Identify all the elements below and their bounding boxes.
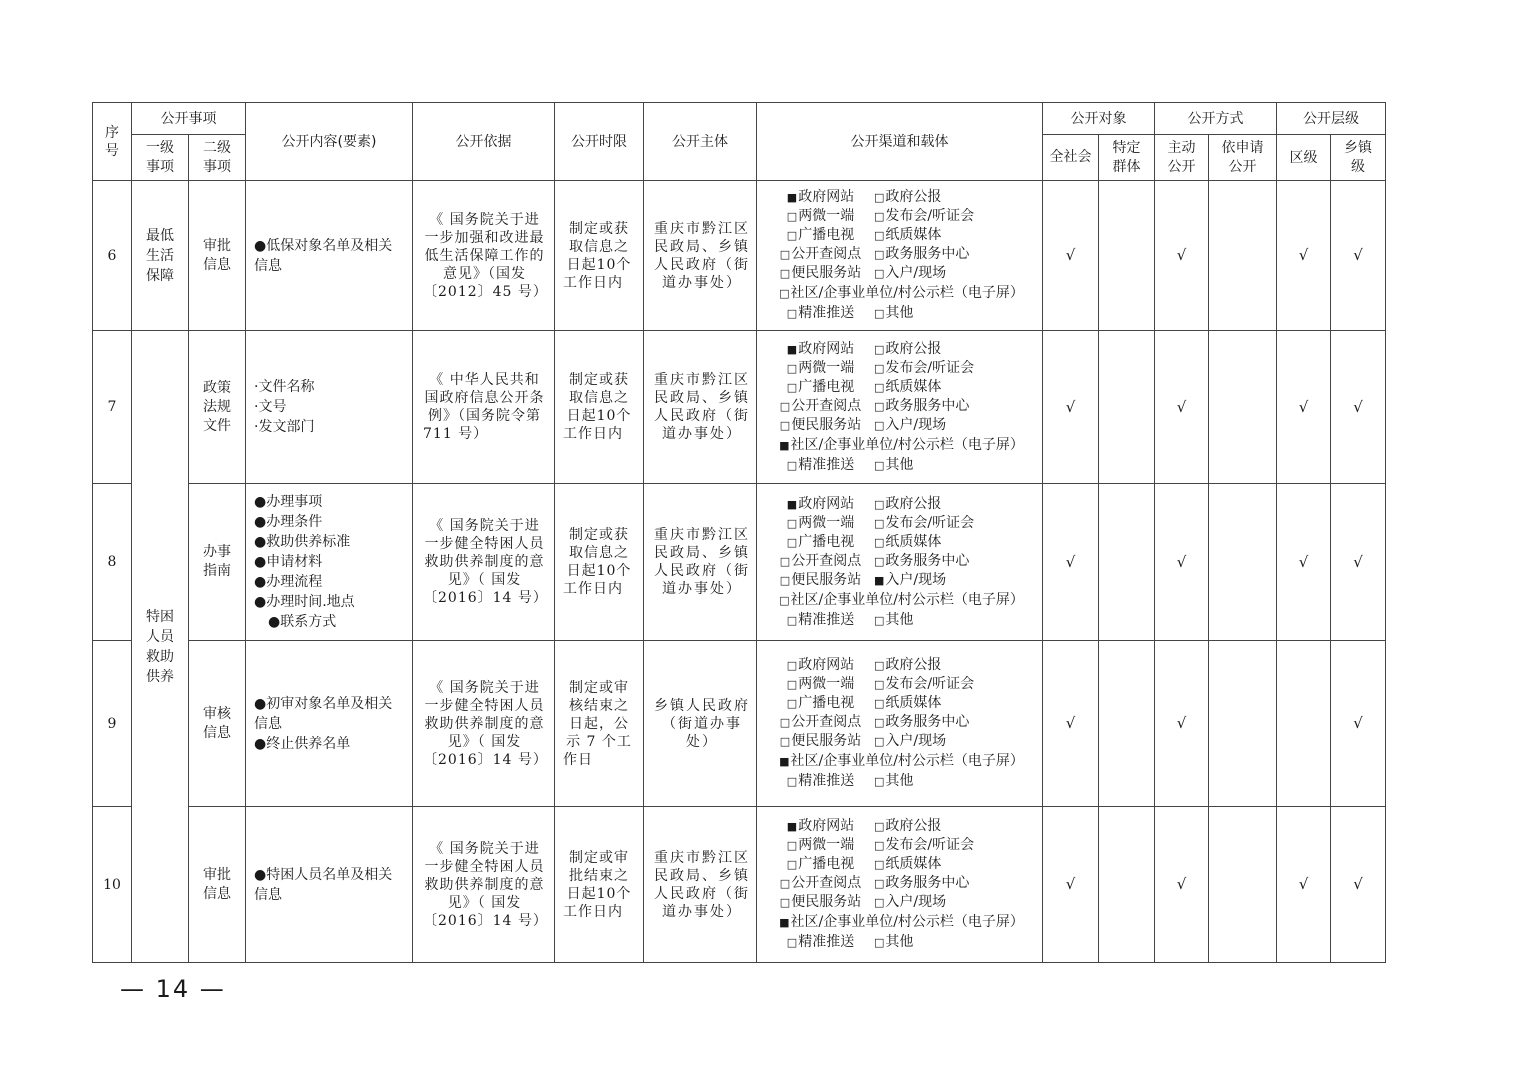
row-level-district: √: [1277, 331, 1331, 484]
channel-checkbox: □: [779, 399, 791, 413]
channel-checkbox: □: [874, 458, 885, 472]
header-subject: 公开主体: [644, 103, 757, 181]
channel-row: [767, 751, 1036, 772]
channel-checkbox: □: [874, 248, 885, 261]
channel-label: 政府网站: [798, 818, 855, 834]
channel-row: [767, 836, 1036, 855]
channel-row: [767, 397, 1036, 416]
channel-checkbox: □: [874, 342, 885, 356]
channel-checkbox: □: [779, 896, 791, 909]
table-row: [93, 641, 1386, 807]
channel-label: 发布会/听证会: [885, 837, 975, 853]
channel-label: 纸质媒体: [885, 695, 942, 711]
channel-checkbox: □: [874, 716, 885, 729]
channel-row: [767, 340, 1036, 359]
channel-checkbox: ■: [874, 573, 885, 587]
channel-label: 公开查阅点: [791, 397, 862, 414]
row-time-limit: 制定或审核结束之日起，公示 7 个工作日: [555, 641, 644, 807]
channel-label: 便民服务站: [791, 733, 862, 749]
row-level2: 办事指南: [189, 484, 246, 641]
channel-checkbox: □: [779, 877, 791, 890]
channel-checkbox: □: [874, 775, 885, 788]
channel-checkbox: □: [786, 458, 798, 472]
channel-row: [767, 264, 1036, 283]
channel-label: 便民服务站: [791, 416, 862, 433]
content-item: ·发文部门: [254, 419, 315, 435]
channel-checkbox: □: [874, 229, 885, 242]
channel-checkbox: □: [779, 248, 791, 261]
row-channels: [757, 484, 1043, 641]
channel-row: [767, 245, 1036, 264]
channel-label: 发布会/听证会: [885, 514, 975, 531]
channel-checkbox: □: [786, 229, 798, 242]
channel-checkbox: □: [779, 418, 791, 432]
channel-label: 纸质媒体: [885, 378, 942, 395]
channel-label: 其他: [885, 611, 914, 628]
channel-checkbox: □: [874, 936, 885, 949]
channel-label: 精准推送: [798, 773, 855, 789]
channel-checkbox: □: [786, 858, 798, 871]
channel-checkbox: □: [786, 839, 798, 852]
channel-label: 发布会/听证会: [885, 359, 975, 376]
channel-label: 政务服务中心: [885, 397, 970, 414]
channel-checkbox: □: [786, 535, 798, 549]
channel-checkbox: □: [874, 820, 885, 833]
channel-label: 广播电视: [798, 856, 855, 872]
content-item: ●办理时间.地点: [254, 594, 355, 610]
channel-label: 精准推送: [798, 934, 855, 950]
row-subject: 乡镇人民政府（街道办事处）: [644, 641, 757, 807]
channel-label: 社区/企事业单位/村公示栏（电子屏）: [790, 436, 1024, 453]
row-level2: 政策法规文件: [189, 331, 246, 484]
channel-checkbox: □: [874, 678, 885, 691]
row-content: [246, 181, 413, 331]
channel-label: 社区/企事业单位/村公示栏（电子屏）: [790, 591, 1024, 608]
channel-label: 两微一端: [798, 359, 855, 376]
channel-checkbox: □: [779, 573, 791, 587]
channel-label: 精准推送: [798, 305, 855, 321]
row-channels: [757, 641, 1043, 807]
channel-checkbox: □: [874, 735, 885, 748]
row-level1: 最低生活保障: [132, 181, 189, 331]
channel-checkbox: □: [874, 659, 885, 672]
row-content: [246, 484, 413, 641]
channel-checkbox: □: [874, 896, 885, 909]
channel-label: 便民服务站: [791, 265, 862, 281]
header-audience-specific: 特定群体: [1099, 135, 1155, 181]
channel-label: 两微一端: [798, 676, 855, 692]
channel-label: 其他: [885, 305, 914, 321]
channel-row: [767, 304, 1036, 323]
header-seq: 序号: [93, 103, 132, 181]
channel-checkbox: □: [786, 678, 798, 691]
row-seq: 6: [93, 181, 132, 331]
channel-checkbox: ■: [779, 755, 790, 768]
row-subject: 重庆市黔江区民政局、乡镇人民政府（街道办事处）: [644, 484, 757, 641]
channel-label: 发布会/听证会: [885, 208, 975, 224]
channel-label: 精准推送: [798, 456, 855, 473]
channel-label: 政府网站: [798, 340, 855, 357]
channel-checkbox: □: [786, 516, 798, 530]
channel-label: 政府网站: [798, 189, 855, 205]
table-row: [93, 484, 1386, 641]
row-audience-specific: [1099, 807, 1155, 963]
channel-checkbox: □: [786, 307, 798, 320]
channel-row: [767, 514, 1036, 533]
channel-row: [767, 772, 1036, 791]
content-item: ·文件名称: [254, 379, 315, 395]
row-content: [246, 807, 413, 963]
row-basis: 《 国务院关于进一步健全特困人员救助供养制度的意见》（ 国发〔2016〕14 号）: [413, 484, 555, 641]
row-level2: 审核信息: [189, 641, 246, 807]
channel-checkbox: □: [786, 775, 798, 788]
header-level-group: 公开层级: [1277, 103, 1386, 135]
content-item: ●申请材料: [254, 554, 323, 570]
row-basis: 《 国务院关于进一步健全特困人员救助供养制度的意见》（ 国发〔2016〕14 号）: [413, 641, 555, 807]
row-level-township: √: [1331, 331, 1386, 484]
channel-row: [767, 359, 1036, 378]
row-audience-all: √: [1043, 641, 1099, 807]
row-level2: 审批信息: [189, 807, 246, 963]
channel-label: 入户/现场: [885, 265, 947, 281]
channel-checkbox: ■: [786, 342, 798, 356]
table-row: [93, 807, 1386, 963]
channel-label: 政府公报: [885, 340, 942, 357]
channel-row: [767, 226, 1036, 245]
channel-row: [767, 435, 1036, 456]
row-level2: 审批信息: [189, 181, 246, 331]
header-level1: 一级事项: [132, 135, 189, 181]
channel-checkbox: □: [779, 267, 791, 280]
channel-label: 两微一端: [798, 208, 855, 224]
row-level-township: √: [1331, 181, 1386, 331]
header-level-township: 乡镇级: [1331, 135, 1386, 181]
channel-row: [767, 188, 1036, 207]
channel-label: 政务服务中心: [885, 246, 970, 262]
channel-checkbox: □: [874, 361, 885, 375]
channel-label: 两微一端: [798, 514, 855, 531]
channel-label: 入户/现场: [885, 416, 947, 433]
content-item: ●初审对象名单及相关信息: [254, 695, 393, 732]
row-audience-specific: [1099, 641, 1155, 807]
channel-row: [767, 611, 1036, 630]
channel-row: [767, 552, 1036, 571]
channel-checkbox: □: [779, 735, 791, 748]
content-item: ●救助供养标准: [254, 534, 351, 550]
channel-checkbox: □: [786, 380, 798, 394]
channel-label: 其他: [885, 456, 914, 473]
channel-label: 纸质媒体: [885, 227, 942, 243]
row-time-limit: 制定或获取信息之日起10个工作日内: [555, 484, 644, 641]
channel-row: [767, 533, 1036, 552]
channel-row: [767, 456, 1036, 475]
header-method-request: 依申请公开: [1209, 135, 1277, 181]
channel-label: 入户/现场: [885, 733, 947, 749]
channel-checkbox: □: [779, 554, 791, 568]
row-basis: 《 中华人民共和国政府信息公开条例》（国务院令第 711 号）: [413, 331, 555, 484]
row-level-township: √: [1331, 807, 1386, 963]
channel-checkbox: □: [874, 380, 885, 394]
row-audience-all: √: [1043, 331, 1099, 484]
row-content: [246, 641, 413, 807]
channel-checkbox: ■: [779, 438, 790, 452]
header-item-group: 公开事项: [132, 103, 246, 135]
channel-checkbox: □: [874, 307, 885, 320]
channel-label: 政府公报: [885, 818, 942, 834]
channel-checkbox: □: [786, 210, 798, 223]
row-seq: 8: [93, 484, 132, 641]
channel-checkbox: □: [874, 191, 885, 204]
row-audience-all: √: [1043, 181, 1099, 331]
header-basis: 公开依据: [413, 103, 555, 181]
row-content: [246, 331, 413, 484]
row-method-request: [1209, 641, 1277, 807]
row-method-active: √: [1155, 807, 1209, 963]
channel-label: 政府网站: [798, 657, 855, 673]
row-method-active: √: [1155, 484, 1209, 641]
channel-checkbox: □: [874, 418, 885, 432]
content-item: ●联系方式: [254, 614, 337, 630]
header-method-active: 主动公开: [1155, 135, 1209, 181]
channel-label: 公开查阅点: [791, 246, 862, 262]
channel-label: 政府公报: [885, 495, 942, 512]
row-level-district: √: [1277, 807, 1331, 963]
channel-label: 社区/企事业单位/村公示栏（电子屏）: [790, 914, 1024, 930]
channel-row: [767, 817, 1036, 836]
row-audience-all: √: [1043, 484, 1099, 641]
content-item: ●特困人员名单及相关信息: [254, 866, 393, 903]
header-audience-group: 公开对象: [1043, 103, 1155, 135]
channel-checkbox: □: [874, 858, 885, 871]
row-subject: 重庆市黔江区民政局、乡镇人民政府（街道办事处）: [644, 807, 757, 963]
table-row: [93, 181, 1386, 331]
row-seq: 7: [93, 331, 132, 484]
row-time-limit: 制定或获取信息之日起10个工作日内: [555, 331, 644, 484]
channel-row: [767, 912, 1036, 933]
channel-label: 其他: [885, 773, 914, 789]
row-method-active: √: [1155, 641, 1209, 807]
row-time-limit: 制定或审批结束之日起10个工作日内: [555, 807, 644, 963]
channel-label: 两微一端: [798, 837, 855, 853]
header-level-district: 区级: [1277, 135, 1331, 181]
table-row: [93, 331, 1386, 484]
row-audience-specific: [1099, 181, 1155, 331]
channel-label: 其他: [885, 934, 914, 950]
channel-checkbox: □: [786, 936, 798, 949]
channel-row: [767, 933, 1036, 952]
row-level-township: √: [1331, 641, 1386, 807]
channel-row: [767, 378, 1036, 397]
channel-label: 广播电视: [798, 227, 855, 243]
row-audience-specific: [1099, 484, 1155, 641]
channel-row: [767, 495, 1036, 514]
channel-row: [767, 874, 1036, 893]
header-method-group: 公开方式: [1155, 103, 1277, 135]
row-level1-group: 特困人员救助供养: [132, 331, 189, 963]
channel-label: 公开查阅点: [791, 875, 862, 891]
channel-label: 政务服务中心: [885, 714, 970, 730]
channel-checkbox: □: [874, 210, 885, 223]
row-channels: [757, 807, 1043, 963]
channel-checkbox: ■: [779, 916, 790, 929]
channel-checkbox: □: [874, 267, 885, 280]
channel-checkbox: ■: [786, 820, 798, 833]
header-audience-all: 全社会: [1043, 135, 1099, 181]
channel-row: [767, 590, 1036, 611]
channel-row: [767, 855, 1036, 874]
channel-checkbox: □: [786, 613, 798, 627]
channel-label: 精准推送: [798, 611, 855, 628]
row-channels: [757, 331, 1043, 484]
row-audience-specific: [1099, 331, 1155, 484]
channel-row: [767, 416, 1036, 435]
channel-checkbox: □: [779, 287, 790, 300]
header-channels: 公开渠道和载体: [757, 103, 1043, 181]
channel-label: 公开查阅点: [791, 714, 862, 730]
channel-row: [767, 694, 1036, 713]
header-content: 公开内容(要素): [246, 103, 413, 181]
channel-label: 广播电视: [798, 378, 855, 395]
channel-label: 发布会/听证会: [885, 676, 975, 692]
channel-label: 政府公报: [885, 189, 942, 205]
row-method-request: [1209, 181, 1277, 331]
row-method-request: [1209, 331, 1277, 484]
header-time-limit: 公开时限: [555, 103, 644, 181]
channel-label: 便民服务站: [791, 571, 862, 588]
channel-checkbox: □: [779, 716, 791, 729]
channel-checkbox: □: [786, 659, 798, 672]
channel-checkbox: □: [874, 497, 885, 511]
content-item: ●办理流程: [254, 574, 323, 590]
row-channels: [757, 181, 1043, 331]
channel-checkbox: □: [874, 535, 885, 549]
content-item: ●低保对象名单及相关信息: [254, 237, 393, 274]
channel-row: [767, 283, 1036, 304]
row-method-active: √: [1155, 181, 1209, 331]
channel-label: 纸质媒体: [885, 856, 942, 872]
channel-checkbox: □: [786, 361, 798, 375]
channel-label: 入户/现场: [885, 571, 947, 588]
channel-label: 广播电视: [798, 695, 855, 711]
channel-checkbox: □: [874, 839, 885, 852]
row-method-active: √: [1155, 331, 1209, 484]
channel-label: 入户/现场: [885, 894, 947, 910]
channel-label: 社区/企事业单位/村公示栏（电子屏）: [790, 285, 1024, 301]
channel-row: [767, 207, 1036, 226]
channel-label: 政务服务中心: [885, 875, 970, 891]
row-basis: 《 国务院关于进一步健全特困人员救助供养制度的意见》（ 国发〔2016〕14 号）: [413, 807, 555, 963]
channel-row: [767, 656, 1036, 675]
channel-checkbox: □: [874, 877, 885, 890]
channel-label: 政务服务中心: [885, 552, 970, 569]
header-level2: 二级事项: [189, 135, 246, 181]
channel-checkbox: ■: [786, 191, 798, 204]
row-subject: 重庆市黔江区民政局、乡镇人民政府（街道办事处）: [644, 331, 757, 484]
row-level-district: [1277, 641, 1331, 807]
page-number: — 14 —: [120, 975, 226, 1003]
channel-label: 社区/企事业单位/村公示栏（电子屏）: [790, 753, 1024, 769]
channel-checkbox: ■: [786, 497, 798, 511]
channel-row: [767, 571, 1036, 590]
row-basis: 《 国务院关于进一步加强和改进最低生活保障工作的意见》（国发〔2012〕45 号）: [413, 181, 555, 331]
row-level-township: √: [1331, 484, 1386, 641]
channel-label: 广播电视: [798, 533, 855, 550]
content-item: ·文号: [254, 399, 287, 415]
row-subject: 重庆市黔江区民政局、乡镇人民政府（街道办事处）: [644, 181, 757, 331]
channel-row: [767, 893, 1036, 912]
row-seq: 9: [93, 641, 132, 807]
row-seq: 10: [93, 807, 132, 963]
channel-checkbox: □: [874, 399, 885, 413]
row-method-request: [1209, 484, 1277, 641]
channel-row: [767, 713, 1036, 732]
disclosure-table: [92, 102, 1386, 963]
channel-label: 政府网站: [798, 495, 855, 512]
channel-row: [767, 732, 1036, 751]
channel-checkbox: □: [874, 613, 885, 627]
content-item: ●办理条件: [254, 514, 323, 530]
row-time-limit: 制定或获取信息之日起10个工作日内: [555, 181, 644, 331]
channel-checkbox: □: [874, 697, 885, 710]
channel-label: 政府公报: [885, 657, 942, 673]
channel-label: 公开查阅点: [791, 552, 862, 569]
channel-checkbox: □: [779, 593, 790, 607]
content-item: ●终止供养名单: [254, 735, 351, 752]
content-item: ●办理事项: [254, 494, 323, 510]
row-level-district: √: [1277, 484, 1331, 641]
row-level-district: √: [1277, 181, 1331, 331]
channel-checkbox: □: [874, 554, 885, 568]
channel-label: 便民服务站: [791, 894, 862, 910]
channel-label: 纸质媒体: [885, 533, 942, 550]
channel-row: [767, 675, 1036, 694]
channel-checkbox: □: [874, 516, 885, 530]
channel-checkbox: □: [786, 697, 798, 710]
row-method-request: [1209, 807, 1277, 963]
row-audience-all: √: [1043, 807, 1099, 963]
